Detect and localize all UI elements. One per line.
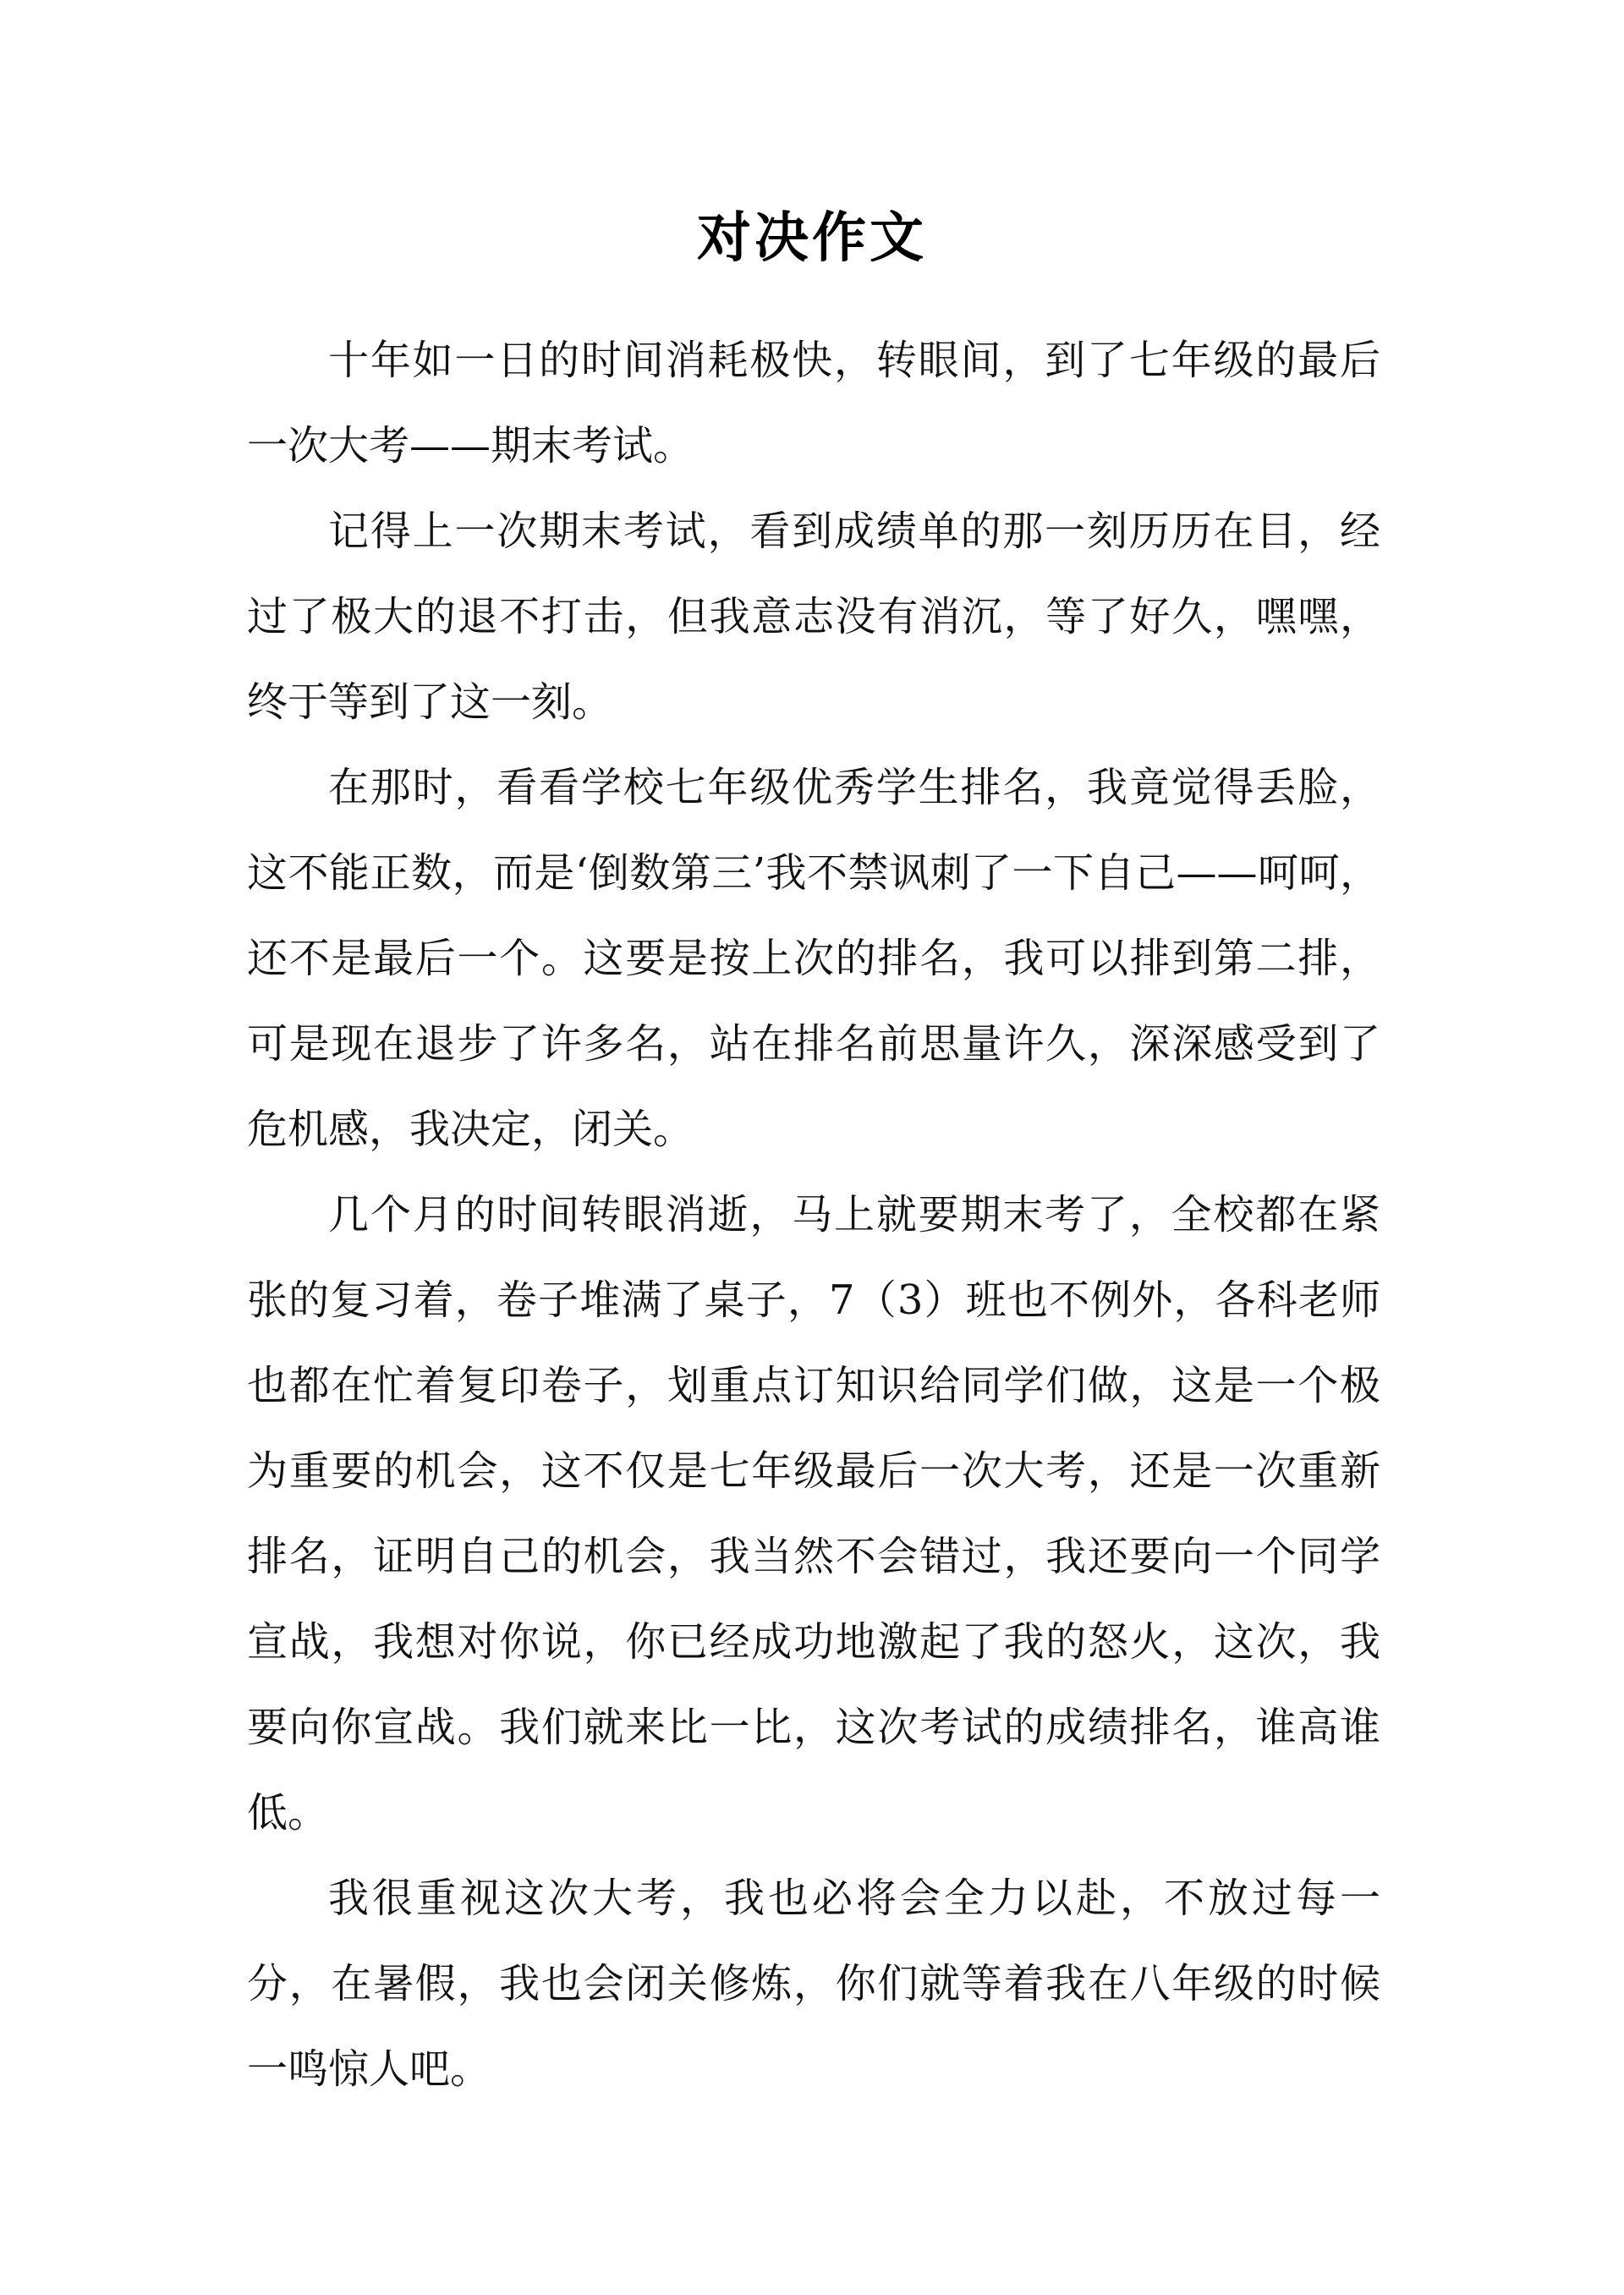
paragraph-3: 在那时，看看学校七年级优秀学生排名，我竟觉得丢脸，这不能正数，而是‘倒数第三’我不禁讽刺了一下自己——呵呵，还不是最后一个。这要是按上次的排名，我可以排到第二排，可是现在退步了许多名，站在排名前思量许久，深深感受到了危机感，我决定，闭关。	[247, 764, 1380, 1153]
document-body	[247, 318, 1380, 2112]
document-title: 对决作文	[697, 207, 927, 270]
paragraph-4: 几个月的时间转眼消逝，马上就要期末考了，全校都在紧张的复习着，卷子堆满了桌子，7（3）班也不例外，各科老师也都在忙着复印卷子，划重点订知识给同学们做，这是一个极为重要的机会，这不仅是七年级最后一次大考，还是一次重新排名，证明自己的机会，我当然不会错过，我还要向一个同学宣战，我想对你说，你已经成功地激起了我的怒火，这次，我要向你宣战。我们就来比一比，这次考试的成绩排名，谁高谁低。	[247, 1191, 1380, 1837]
paragraph-1: 十年如一日的时间消耗极快，转眼间，到了七年级的最后一次大考——期末考试。	[247, 337, 1380, 469]
paragraph-2: 记得上一次期末考试，看到成绩单的那一刻历历在目，经过了极大的退不打击，但我意志没有消沉，等了好久，嘿嘿，终于等到了这一刻。	[247, 508, 1380, 726]
paragraph-5: 我很重视这次大考，我也必将会全力以赴，不放过每一分，在暑假，我也会闭关修炼，你们就等着我在八年级的时候一鸣惊人吧。	[247, 1875, 1380, 2093]
